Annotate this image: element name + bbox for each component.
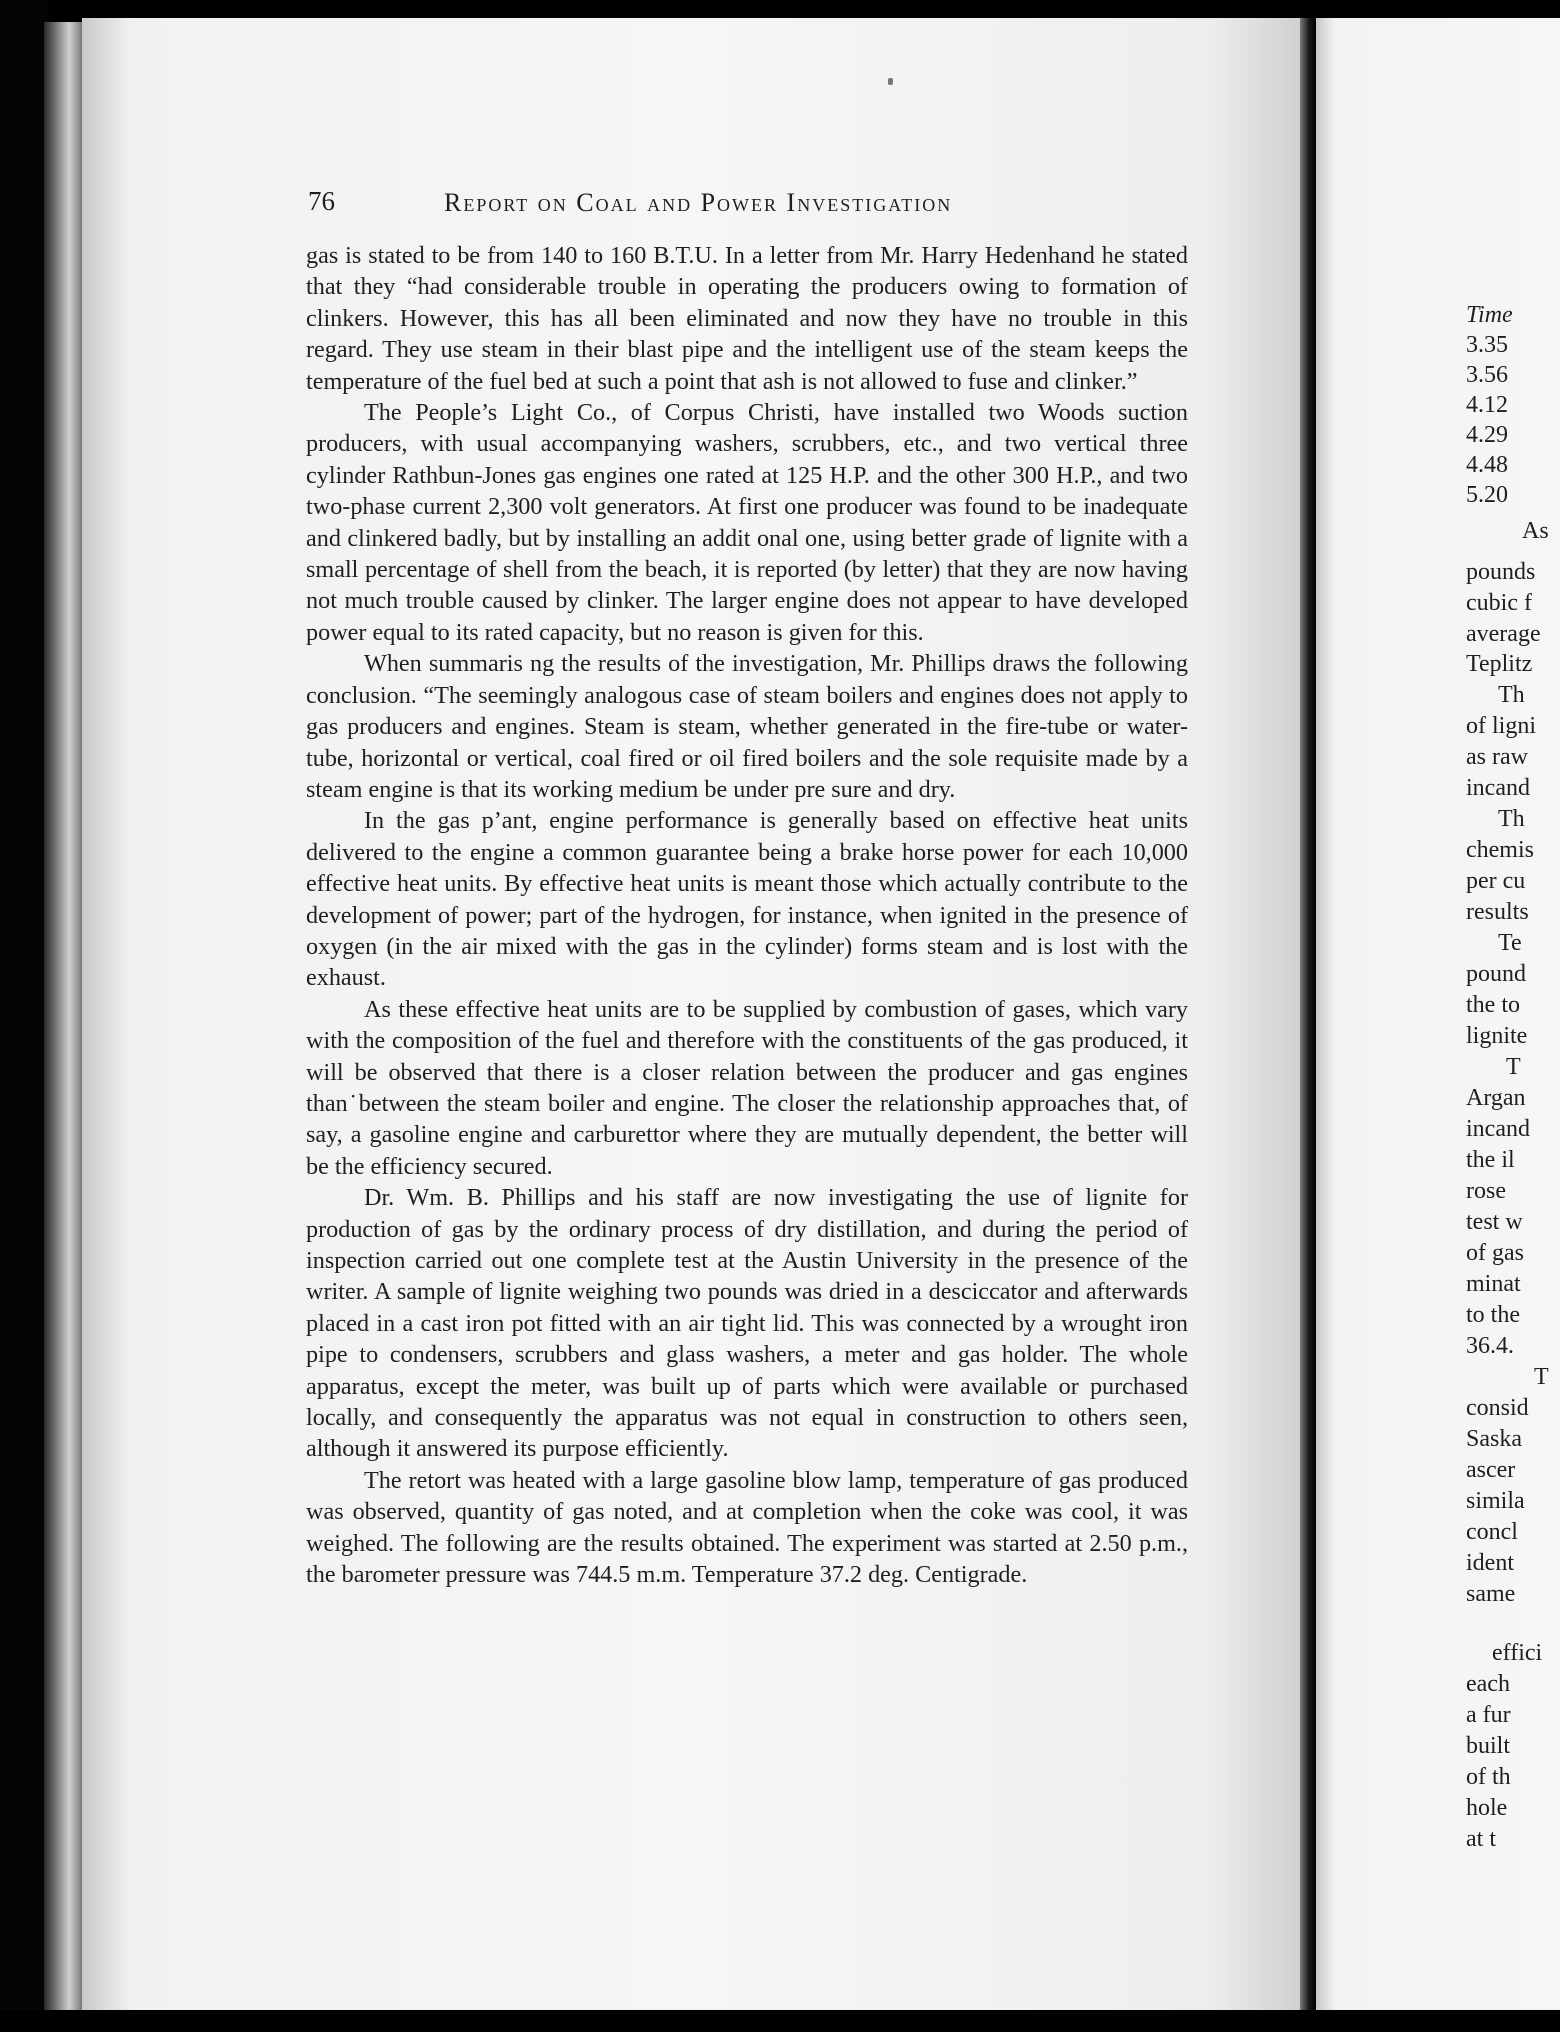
right-page-line-fragment: pound <box>1466 961 1526 987</box>
paragraph: The People’s Light Co., of Corpus Christi, have installed two Woods suction producers, with usual accompanying washers, scrubbers, etc., and two vertical three cylinder Rathbun-Jones gas engines one rated at 125 H.P. and the other 300 H.P., and two two-phase current 2,300 volt generators. At first one producer was found to be inadequate and clinkered badly, but by installing an addit onal one, using better grade of lignite with a small percentage of shell from the beach, it is reported (by letter) that they are now having not much trouble caused by clinker. The larger engine does not appear to have developed power equal to its rated capacity, but no reason is given for this. <box>306 399 1188 646</box>
right-page-line-fragment: Saska <box>1466 1426 1522 1452</box>
right-page-line-fragment: cubic f <box>1466 590 1532 616</box>
paragraph: As these effective heat units are to be supplied by combustion of gases, which vary with the composition of the fuel and therefore with the constituents of the gas produced, it will be observed that there is a closer relation between the producer and gas engines than˙between the steam boiler and engine. The closer the relationship approaches that, of say, a gasoline engine and carburettor where they are mutually dependent, the better will be the efficiency secured. <box>306 995 1188 1180</box>
right-page-line-fragment: Th <box>1498 806 1525 832</box>
right-page-line-fragment: T <box>1534 1364 1549 1390</box>
right-page-line-fragment: per cu <box>1466 868 1526 894</box>
time-column <box>1466 300 1513 510</box>
time-column-header: Time <box>1466 302 1513 328</box>
right-page-line-fragment: of th <box>1466 1764 1511 1790</box>
paragraph: When summaris ng the results of the investigation, Mr. Phillips draws the following conclusion. “The seemingly analogous case of steam boilers and engines does not apply to gas producers and engines. Steam is steam, whether generated in the fire-tube or water-tube, horizontal or vertical, coal fired or oil fired boilers and the sole requisite made by a steam engine is that its working medium be under pre sure and dry. <box>306 650 1188 803</box>
right-page-line-fragment: a fur <box>1466 1702 1511 1728</box>
right-page-line-fragment: effici <box>1492 1640 1543 1666</box>
right-page-line-fragment: As <box>1522 518 1549 544</box>
right-page-line-fragment: ident <box>1466 1550 1514 1576</box>
right-page-line-fragment: 36.4. <box>1466 1333 1514 1359</box>
paragraph: The retort was heated with a large gasoline blow lamp, temperature of gas produced was observed, quantity of gas noted, and at completion when the coke was cool, it was weighed. The following are the results obtained. The experiment was started at 2.50 p.m., the barometer pressure was 744.5 m.m. Temperature 37.2 deg. Centigrade. <box>306 1466 1188 1589</box>
right-page-line-fragment: Argan <box>1466 1085 1526 1111</box>
right-page-line-fragment: ascer <box>1466 1457 1516 1483</box>
right-page-line-fragment: simila <box>1466 1488 1525 1514</box>
time-cell: 3.56 <box>1466 362 1508 388</box>
time-cell: 5.20 <box>1466 482 1508 508</box>
page-speck <box>888 78 893 85</box>
right-page-line-fragment: test w <box>1466 1209 1523 1235</box>
right-page-line-fragment: each <box>1466 1671 1510 1697</box>
right-page-line-fragment: Te <box>1498 930 1522 956</box>
time-cell: 4.48 <box>1466 452 1508 478</box>
right-page-line-fragment: chemis <box>1466 837 1534 863</box>
right-page-line-fragment: the il <box>1466 1147 1515 1173</box>
time-cell: 4.29 <box>1466 422 1508 448</box>
scan-border-bottom <box>0 2010 1560 2032</box>
right-page-line-fragment: to the <box>1466 1302 1520 1328</box>
right-page-line-fragment: at t <box>1466 1826 1496 1852</box>
time-cell: 3.35 <box>1466 332 1508 358</box>
right-page-line-fragment: Teplitz <box>1466 651 1533 677</box>
right-page-line-fragment: the to <box>1466 992 1520 1018</box>
right-page-line-fragment: built <box>1466 1733 1511 1759</box>
right-page <box>1316 18 1560 2012</box>
scan-border-left <box>0 0 48 2032</box>
right-page-line-fragment: same <box>1466 1581 1516 1607</box>
right-page-line-fragment: T <box>1506 1054 1521 1080</box>
right-page-line-fragment: rose <box>1466 1178 1506 1204</box>
paragraph: gas is stated to be from 140 to 160 B.T.U. In a letter from Mr. Harry Hedenhand he stated that they “had considerable trouble in operating the producers owing to formation of clinkers. However, this has all been eliminated and now they have no trouble in this regard. They use steam in their blast pipe and the intelligent use of the steam keeps the temperature of the fuel bed at such a point that ash is not allowed to fuse and clinker.” <box>306 242 1188 395</box>
right-page-line-fragment: concl <box>1466 1519 1518 1545</box>
right-page-line-fragment: incand <box>1466 775 1530 801</box>
right-page-line-fragment: pounds <box>1466 559 1536 585</box>
right-page-line-fragment: of ligni <box>1466 713 1536 739</box>
right-page-line-fragment: incand <box>1466 1116 1530 1142</box>
right-page-line-fragment: consid <box>1466 1395 1529 1421</box>
page-header <box>308 186 1048 220</box>
right-page-line-fragment: results <box>1466 899 1529 925</box>
book-gutter <box>1300 18 1316 2012</box>
paragraph: Dr. Wm. B. Phillips and his staff are now investigating the use of lignite for production of gas by the ordinary process of dry distillation, and during the period of inspection carried out one complete test at the Austin University in the presence of the writer. A sample of lignite weighing two pounds was dried in a desciccator and afterwards placed in a cast iron pot fitted with an air tight lid. This was connected by a wrought iron pipe to condensers, scrubbers and glass washers, a meter and gas holder. The whole apparatus, except the meter, was built up of parts which were available or purchased locally, and consequently the apparatus was not equal in construction to others seen, although it answered its purpose efficiently. <box>306 1184 1188 1463</box>
right-page-line-fragment: minat <box>1466 1271 1521 1297</box>
right-page-line-fragment: of gas <box>1466 1240 1524 1266</box>
right-page-line-fragment: average <box>1466 621 1541 647</box>
page-number: 76 <box>308 186 335 216</box>
paragraph: In the gas p’ant, engine performance is generally based on effective heat units delivered to the engine a common guarantee being a brake horse power for each 10,000 effective heat units. By effective heat units is meant those which actually contribute to the development of power; part of the hydrogen, for instance, when ignited in the presence of oxygen (in the air mixed with the gas in the cylinder) forms steam and is lost with the exhaust. <box>306 807 1188 992</box>
body-text <box>306 240 1188 1590</box>
book-page-edges <box>44 22 86 2012</box>
right-page-line-fragment: hole <box>1466 1795 1508 1821</box>
right-page-line-fragment: Th <box>1498 682 1525 708</box>
running-head: Report on Coal and Power Investigation <box>444 188 953 217</box>
time-cell: 4.12 <box>1466 392 1508 418</box>
right-page-line-fragment: as raw <box>1466 744 1528 770</box>
right-page-line-fragment: lignite <box>1466 1023 1528 1049</box>
